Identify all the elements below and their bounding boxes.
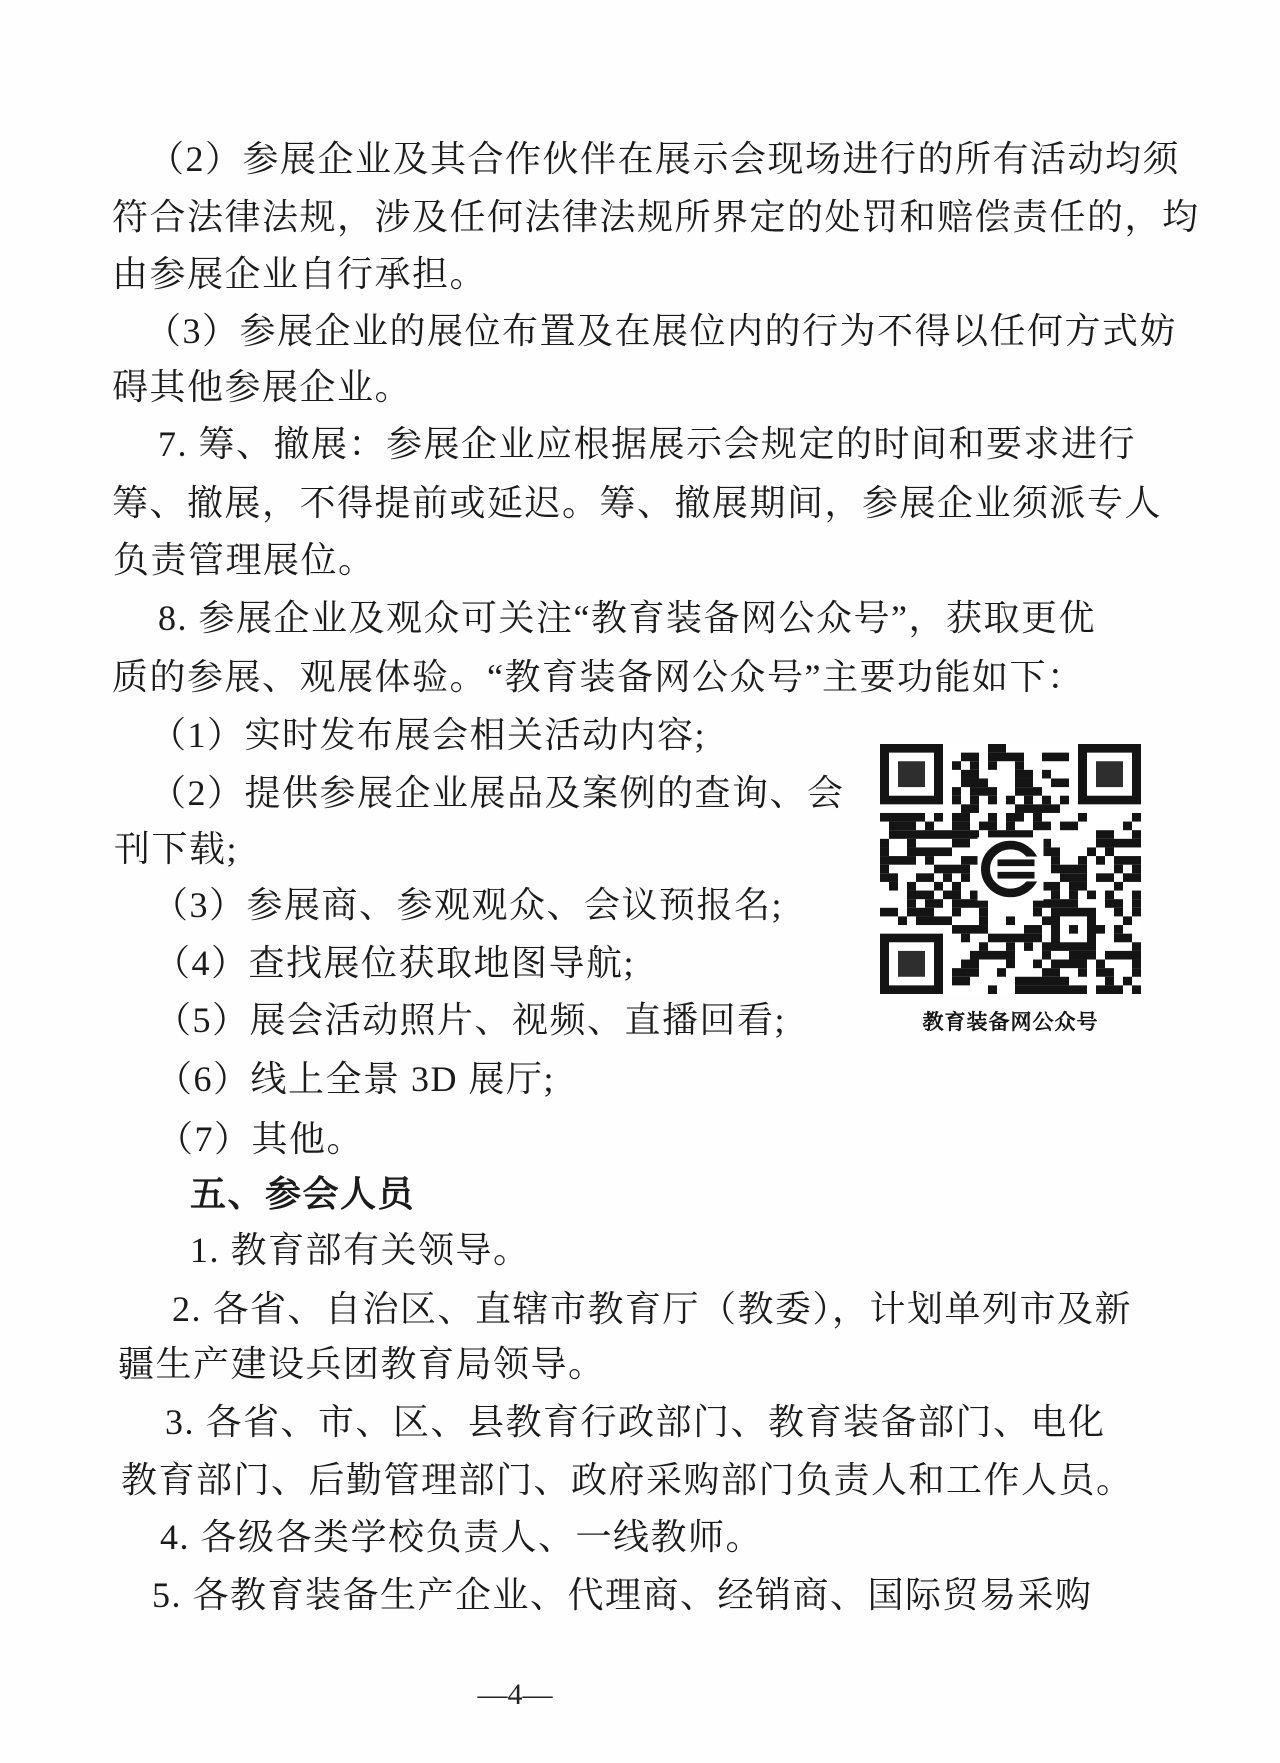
list-item: 3. 各省、市、区、县教育行政部门、教育装备部门、电化 xyxy=(165,1402,1106,1442)
text-line: 8. 参展企业及观众可关注“教育装备网公众号”，获取更优 xyxy=(158,598,1096,638)
list-item: （3）参展商、参观观众、会议预报名; xyxy=(152,885,784,925)
text-line: 质的参展、观展体验。“教育装备网公众号”主要功能如下： xyxy=(112,657,1085,697)
list-item: 4. 各级各类学校负责人、一线教师。 xyxy=(160,1517,764,1557)
list-item: （2）提供参展企业展品及案例的查询、会 xyxy=(150,773,845,813)
qr-code-block xyxy=(880,744,1141,1036)
text-line: 碍其他参展企业。 xyxy=(112,367,413,407)
list-item: （4）查找展位获取地图导航; xyxy=(154,943,636,983)
page-number: —4— xyxy=(477,1678,553,1711)
text-line: 由参展企业自行承担。 xyxy=(112,254,488,294)
section-heading: 五、参会人员 xyxy=(190,1174,416,1214)
qr-code xyxy=(880,744,1141,994)
text-line: 7. 筹、撤展：参展企业应根据展示会规定的时间和要求进行 xyxy=(158,424,1137,464)
list-item: 1. 教育部有关领导。 xyxy=(190,1230,531,1270)
qr-code-caption: 教育装备网公众号 xyxy=(922,1011,1099,1034)
text-line: （2）参展企业及其合作伙伴在展示会现场进行的所有活动均须 xyxy=(148,139,1181,179)
text-line: 筹、撤展，不得提前或延迟。筹、撤展期间，参展企业须派专人 xyxy=(112,483,1163,523)
list-item: （1）实时发布展会相关活动内容; xyxy=(150,715,707,755)
text-line: 符合法律法规，涉及任何法律法规所界定的处罚和赔偿责任的，均 xyxy=(112,197,1200,237)
list-item: 5. 各教育装备生产企业、代理商、经销商、国际贸易采购 xyxy=(152,1575,1093,1615)
list-item: 2. 各省、自治区、直辖市教育厅（教委），计划单列市及新 xyxy=(172,1289,1133,1329)
text-line: 教育部门、后勤管理部门、政府采购部门负责人和工作人员。 xyxy=(121,1460,1134,1500)
text-line: （3）参展企业的展位布置及在展位内的行为不得以任何方式妨 xyxy=(145,311,1178,351)
list-item: （7）其他。 xyxy=(157,1119,365,1159)
text-line: 疆生产建设兵团教育局领导。 xyxy=(118,1344,606,1384)
list-item: （5）展会活动照片、视频、直播回看; xyxy=(155,1000,787,1040)
list-item: （6）线上全景 3D 展厅; xyxy=(156,1059,556,1099)
list-item: 刊下载; xyxy=(114,829,239,869)
text-line: 负责管理展位。 xyxy=(113,540,376,580)
